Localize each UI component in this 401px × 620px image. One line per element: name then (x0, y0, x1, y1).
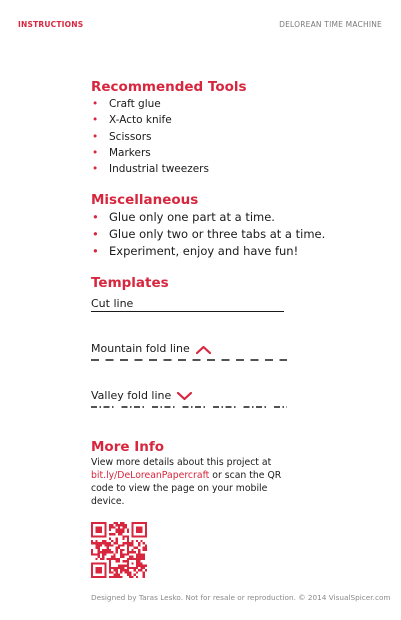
recommended-tools-section (91, 78, 391, 177)
more-info-heading: More Info (91, 439, 165, 456)
qr-code-image (91, 522, 147, 578)
list-item (91, 145, 391, 161)
bullet-icon: • (92, 227, 99, 242)
bullet-icon: • (92, 210, 99, 225)
list-item-text: Craft glue (109, 98, 161, 110)
header-section-label: INSTRUCTIONS (18, 20, 84, 29)
list-item-text: Experiment, enjoy and have fun! (109, 244, 299, 259)
valley-fold-sample (91, 389, 391, 410)
bullet-icon: • (92, 114, 99, 127)
recommended-tools-heading: Recommended Tools (91, 79, 247, 95)
valley-fold-label-row (91, 389, 391, 403)
more-info-line1: View more details about this project at (91, 457, 272, 469)
list-item (91, 209, 391, 226)
bullet-icon: • (92, 244, 99, 259)
instructions-content (91, 77, 391, 582)
list-item-text: Glue only two or three tabs at a time. (109, 227, 326, 242)
list-item-text: Markers (109, 146, 151, 159)
mountain-fold-sample (91, 342, 391, 363)
valley-fold-label: Valley fold line (91, 389, 172, 403)
more-info-section (91, 438, 391, 582)
chevron-up-icon (195, 344, 212, 355)
list-item (91, 243, 391, 260)
templates-section (91, 274, 391, 410)
list-item (91, 112, 391, 128)
miscellaneous-section (91, 191, 391, 260)
valley-fold-line (91, 404, 287, 410)
cut-line-sample (91, 292, 284, 312)
bullet-icon: • (92, 163, 99, 176)
list-item (91, 226, 391, 243)
list-item-text: Glue only one part at a time. (109, 210, 275, 225)
list-item-text: Industrial tweezers (109, 163, 209, 176)
tools-list (91, 96, 391, 177)
list-item-text: X-Acto knife (109, 114, 172, 127)
mountain-fold-line (91, 357, 287, 363)
list-item (91, 129, 391, 145)
list-item (91, 161, 391, 177)
qr-code (91, 522, 391, 582)
bullet-icon: • (92, 130, 99, 143)
chevron-down-icon (176, 391, 193, 402)
cut-line-label: Cut line (91, 297, 134, 311)
bullet-icon: • (92, 146, 99, 159)
more-info-line2: or scan the QR code to view the page on your mobile device. (91, 470, 282, 508)
list-item (91, 96, 391, 112)
footer-credits: Designed by Taras Lesko. Not for resale or reproduction. © 2014 VisualSpicer.com (91, 593, 391, 602)
mountain-fold-label: Mountain fold line (91, 342, 190, 356)
misc-list (91, 209, 391, 260)
header-document-title: DELOREAN TIME MACHINE (279, 20, 382, 29)
project-link[interactable]: bit.ly/DeLoreanPapercraft (91, 470, 210, 482)
bullet-icon: • (92, 98, 99, 110)
templates-heading: Templates (91, 275, 169, 292)
mountain-fold-label-row (91, 342, 391, 356)
miscellaneous-heading: Miscellaneous (91, 192, 199, 209)
more-info-text (91, 456, 291, 508)
list-item-text: Scissors (109, 130, 152, 143)
